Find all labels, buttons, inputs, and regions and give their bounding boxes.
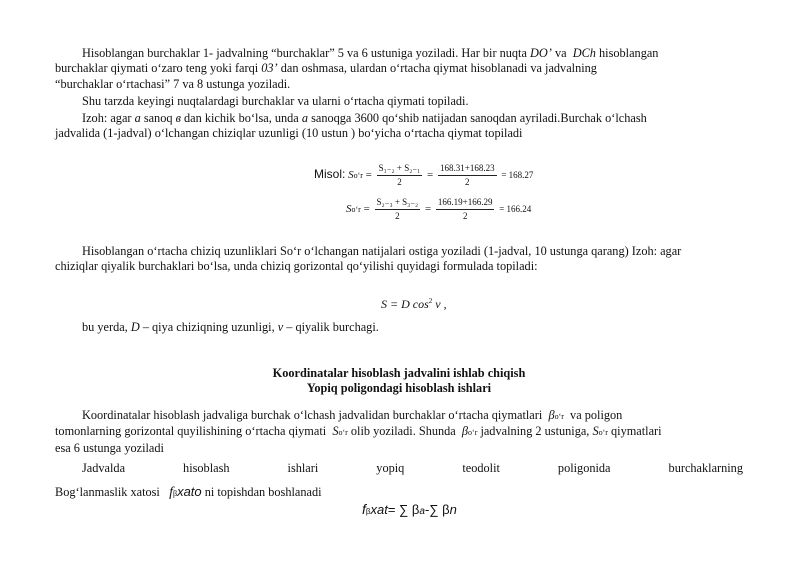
- text-italic: в: [175, 111, 181, 125]
- text: hisoblangan: [599, 46, 659, 60]
- paragraph-note: [55, 111, 743, 142]
- formula-text: ,: [443, 297, 447, 311]
- paragraph-line: [55, 320, 743, 335]
- text: tomonlarning gorizontal quyilishining o‘rtacha qiymati: [55, 424, 327, 439]
- fraction: [438, 162, 497, 189]
- paragraph-line: [55, 111, 743, 126]
- heading-secondary: Yopiq poligondagi hisoblash ishlari: [306, 381, 492, 396]
- formula-symbol: f: [169, 485, 173, 500]
- text: olib yoziladi. Shunda: [350, 424, 456, 439]
- formula-exponent: 2: [428, 297, 433, 305]
- example-formula-2: So‘r = $\frac{\text{S₂₋₃ + S₃₋₂}}{2}$ = $\frac{166.19+166.29}{2}$ = 166.24: [346, 197, 532, 221]
- formula-subscript: β: [365, 507, 371, 516]
- fraction: [377, 162, 423, 189]
- formula-symbol: f: [362, 501, 366, 517]
- text: Hisoblangan burchaklar 1- jadvalning “burchaklar” 5 va 6 ustuniga yoziladi. Har bir nuqta: [82, 46, 527, 60]
- formula-text: S = D cos: [381, 297, 429, 311]
- paragraph-angles: [55, 46, 743, 92]
- text-italic: v: [277, 320, 284, 334]
- text: dan oshmasa, ulardan o‘rtacha qiymat hisoblanadi va jadvalning: [280, 61, 597, 76]
- paragraph-line: jadvalida (1-jadval) o‘lchangan chiziqlar uzunligi (10 ustun ) bo‘yicha o‘rtacha qiymat topiladi: [55, 126, 523, 141]
- paragraph-line: [55, 484, 743, 501]
- text: va poligon: [570, 408, 623, 422]
- text: qiymatlari: [611, 424, 662, 439]
- text-italic: DO’: [530, 46, 552, 60]
- formula-subscript: o‘r: [554, 412, 564, 421]
- text: dan kichik bo‘lsa, unda: [184, 111, 299, 125]
- fraction: [436, 196, 495, 223]
- formula-subscript: o‘r: [353, 171, 363, 181]
- paragraph-where: [55, 320, 743, 335]
- formula-symbol: S: [592, 424, 599, 439]
- paragraph-line: esa 6 ustunga yoziladi: [55, 440, 164, 455]
- formula-result: = 166.24: [499, 204, 532, 215]
- text: Bog‘lanmaslik xatosi: [55, 485, 160, 499]
- formula-text: xat: [370, 502, 388, 517]
- text: sanoq: [143, 111, 173, 125]
- formula-symbol: S: [346, 203, 352, 216]
- text: Izoh: agar: [82, 111, 132, 125]
- paragraph-coordinates: [55, 408, 743, 456]
- spread-word: burchaklarning: [668, 461, 743, 475]
- formula-horizontal-distance: [381, 295, 447, 311]
- paragraph-line: [55, 61, 743, 76]
- fraction-denominator: 2: [395, 211, 400, 221]
- paragraph-line: [55, 461, 743, 476]
- example-formula-1: Misol: So‘r = $\frac{\text{S₁₋₂ + S₂₋₁}}{2}$ = $\frac{168.31+168.23}{2}$ = 168.27: [314, 163, 534, 187]
- fraction-numerator: S₁₋₂ + S₂₋₁: [377, 162, 423, 176]
- example-label: Misol:: [314, 167, 346, 182]
- fraction-numerator: 168.31+168.23: [438, 162, 497, 176]
- paragraph-line: [55, 424, 743, 440]
- formula-variable: ν: [435, 297, 441, 311]
- formula-text: -∑ β: [424, 502, 450, 517]
- fraction-numerator: S₂₋₃ + S₃₋₂: [375, 196, 421, 210]
- paragraph-line: chiziqlar qiyalik burchaklari bo‘lsa, unda chiziq gorizontal qo‘yilishi quyidagi formulada topiladi:: [55, 259, 538, 274]
- fraction-denominator: 2: [462, 211, 468, 221]
- formula-subscript: n: [449, 502, 457, 517]
- text: burchaklar qiymati o‘zaro teng yoki farqi: [55, 61, 259, 76]
- paragraph-next-points: [55, 94, 743, 109]
- text: sanoqga 3600 qo‘shib natijadan sanoqdan ayriladi.Burchak o‘lchash: [311, 111, 647, 125]
- fraction-denominator: 2: [465, 177, 470, 187]
- text-italic: 03’: [261, 61, 278, 76]
- spread-word: hisoblash: [183, 461, 230, 475]
- paragraph-line: [55, 77, 743, 92]
- fraction-numerator: 166.19+166.29: [436, 196, 495, 210]
- text: ni topishdan boshlanadi: [204, 485, 322, 499]
- spread-word: ishlari: [287, 461, 319, 475]
- text: va: [554, 46, 567, 60]
- formula-subscript: o‘r: [351, 205, 361, 215]
- formula-subscript: o‘r: [338, 428, 348, 438]
- formula-text: xato: [177, 484, 202, 499]
- text-italic: a: [301, 111, 308, 125]
- formula-text: = ∑ β: [387, 502, 420, 517]
- heading-primary: Koordinatalar hisoblash jadvalini ishlab chiqish: [272, 366, 526, 380]
- spread-word: Jadvalda: [82, 461, 126, 475]
- text-italic: DCh: [572, 46, 596, 60]
- spread-word: yopiq: [376, 461, 405, 475]
- formula-subscript: a: [419, 506, 425, 517]
- formula-subscript: o‘r: [598, 428, 608, 438]
- formula-symbol: S: [332, 424, 339, 439]
- paragraph-misclosure-intro: [55, 461, 743, 476]
- paragraph-line: [55, 46, 743, 61]
- formula-symbol: β: [548, 408, 555, 422]
- text: Koordinatalar hisoblash jadvaliga burchak o‘lchash jadvalidan burchaklar o‘rtacha qiymatlari: [82, 408, 543, 422]
- text: jadvalning 2 ustuniga,: [480, 424, 590, 439]
- text: “burchaklar o‘rtachasi” 7 va 8 ustunga yoziladi.: [55, 76, 291, 91]
- fraction: [375, 196, 421, 223]
- text: – qiya chiziqning uzunligi,: [142, 320, 275, 334]
- section-heading: [55, 366, 743, 397]
- spread-word: teodolit: [462, 461, 500, 475]
- text-italic: D: [130, 320, 140, 334]
- text-italic: a: [134, 111, 141, 125]
- text: bu yerda,: [82, 320, 128, 334]
- formula-subscript: β: [172, 489, 178, 498]
- formula-symbol: β: [461, 424, 469, 439]
- formula-symbol: S: [348, 169, 354, 182]
- spread-word: poligonida: [557, 461, 611, 475]
- paragraph-line: [55, 408, 743, 424]
- text: – qiyalik burchagi.: [286, 320, 379, 334]
- paragraph-line: Shu tarzda keyingi nuqtalardagi burchaklar va ularni o‘rtacha qiymati topiladi.: [82, 94, 469, 108]
- paragraph-misclosure: [55, 484, 743, 501]
- fraction-denominator: 2: [397, 177, 402, 187]
- formula-misclosure: [362, 501, 457, 520]
- paragraph-average-lengths: [55, 244, 743, 275]
- paragraph-line: Hisoblangan o‘rtacha chiziq uzunliklari So‘r o‘lchangan natijalari ostiga yoziladi (1-jadval, 10 ustunga qarang) Izoh: agar: [82, 244, 682, 258]
- formula-result: = 168.27: [501, 170, 534, 181]
- formula-subscript: o‘r: [468, 428, 478, 438]
